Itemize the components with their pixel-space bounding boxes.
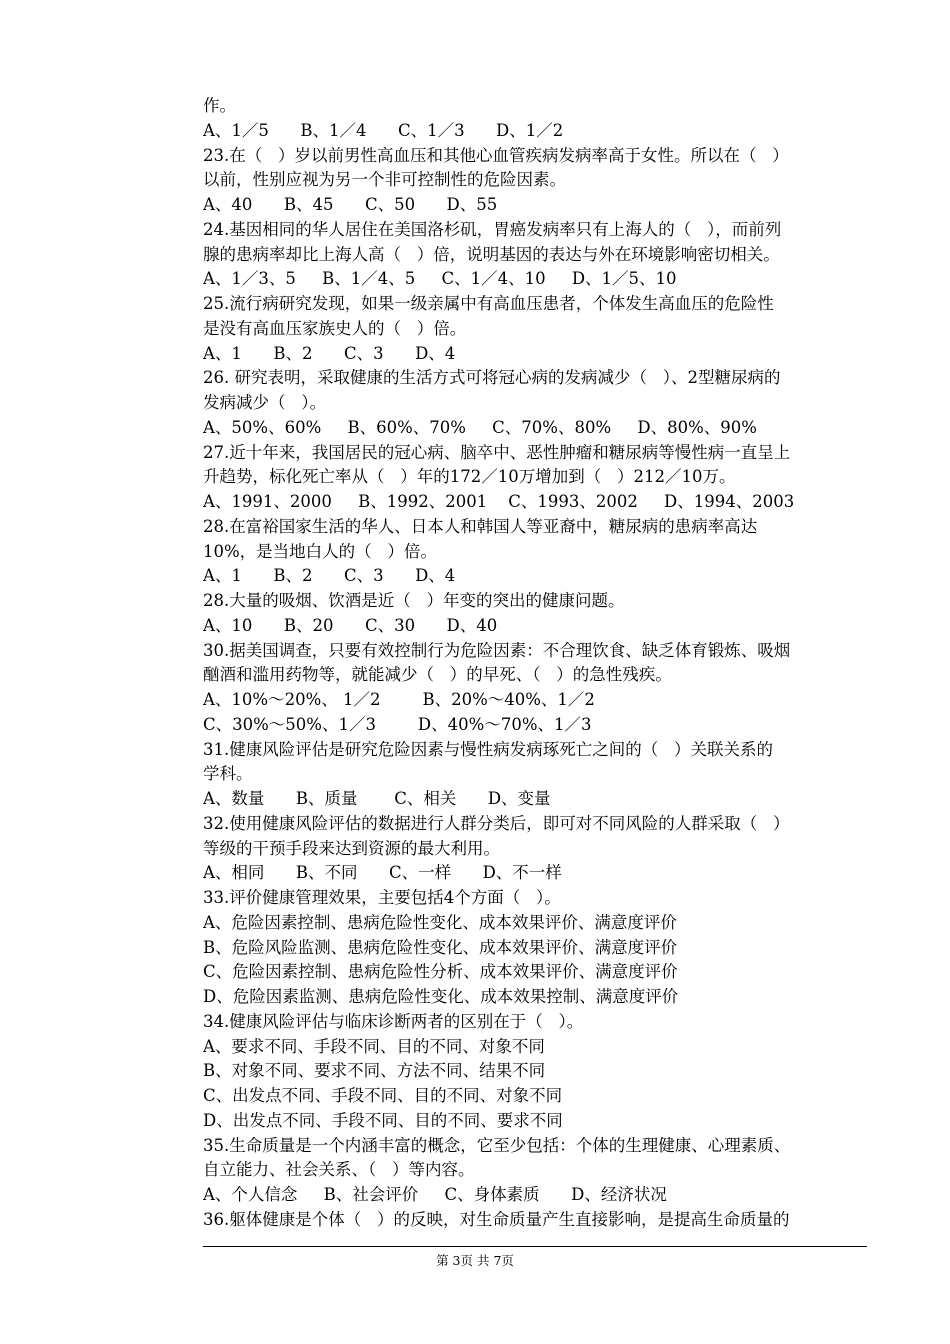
text-line: A、50%、60% B、60%、70% C、70%、80% D、80%、90% — [203, 417, 757, 437]
question-text-body — [203, 94, 873, 1233]
text-line: C、30%～50%、1／3 D、40%～70%、1／3 — [203, 714, 592, 734]
text-line: A、1991、2000 B、1992、2001 C、1993、2002 D、1994、2003 — [203, 492, 795, 511]
text-line: A、40 B、45 C、50 D、55 — [203, 195, 498, 214]
text-line: 34.健康风险评估与临床诊断两者的区别在于（ ）。 — [203, 1011, 584, 1031]
text-line: 腺的患病率却比上海人高（ ）倍，说明基因的表达与外在环境影响密切相关。 — [203, 244, 780, 264]
text-line: 学科。 — [203, 764, 253, 784]
text-line: D、危险因素监测、患病危险性变化、成本效果控制、满意度评价 — [203, 987, 679, 1006]
text-line: 酗酒和滥用药物等，就能减少（ ）的早死、（ ）的急性残疾。 — [203, 665, 672, 685]
text-line: A、1／3、5 B、1／4、5 C、1／4、10 D、1／5、10 — [203, 269, 677, 289]
text-line: A、10 B、20 C、30 D、40 — [203, 615, 498, 635]
text-line: 是没有高血压家族史人的（ ）倍。 — [203, 318, 467, 338]
text-line: 10%，是当地白人的（ ）倍。 — [203, 541, 437, 561]
text-line: A、1 B、2 C、3 D、4 — [203, 566, 456, 586]
text-line: 发病减少（ ）。 — [203, 393, 326, 412]
text-line: 28.大量的吸烟、饮酒是近（ ）年变的突出的健康问题。 — [203, 591, 625, 610]
text-line: B、危险风险监测、患病危险性变化、成本效果评价、满意度评价 — [203, 937, 678, 957]
text-line: 24.基因相同的华人居住在美国洛杉矶，胃癌发病率只有上海人的（ ），而前列 — [203, 219, 782, 239]
text-line: A、危险因素控制、患病危险性变化、成本效果评价、满意度评价 — [203, 912, 677, 932]
text-line: 31.健康风险评估是研究危险因素与慢性病发病琢死亡之间的（ ）关联关系的 — [203, 739, 773, 759]
text-line: A、10%～20%、 1／2 B、20%～40%、1／2 — [203, 690, 595, 709]
text-line: C、出发点不同、手段不同、目的不同、对象不同 — [203, 1086, 563, 1105]
text-line: 32.使用健康风险评估的数据进行人群分类后，即可对不同风险的人群采取（ ） — [203, 813, 790, 833]
text-line: D、出发点不同、手段不同、目的不同、要求不同 — [203, 1110, 563, 1130]
text-line: 25.流行病研究发现，如果一级亲属中有高血压患者，个体发生高血压的危险性 — [203, 294, 774, 313]
text-line: 23.在（ ）岁以前男性高血压和其他心血管疾病发病率高于女性。所以在（ ） — [203, 145, 789, 165]
text-line: A、相同 B、不同 C、一样 D、不一样 — [203, 863, 562, 883]
footer-divider — [203, 1246, 867, 1247]
text-line: 以前，性别应视为另一个非可控制性的危险因素。 — [203, 170, 566, 190]
text-line: A、要求不同、手段不同、目的不同、对象不同 — [203, 1036, 545, 1056]
text-line: 等级的干预手段来达到资源的最大利用。 — [203, 838, 500, 858]
text-line: 自立能力、社会关系、（ ）等内容。 — [203, 1160, 475, 1180]
text-line: 33.评价健康管理效果，主要包括4个方面（ ）。 — [203, 888, 561, 907]
text-line: 28.在富裕国家生活的华人、日本人和韩国人等亚裔中，糖尿病的患病率高达 — [203, 516, 758, 536]
text-line: 35.生命质量是一个内涵丰富的概念，它至少包括：个体的生理健康、心理素质、 — [203, 1135, 791, 1155]
text-line: B、对象不同、要求不同、方法不同、结果不同 — [203, 1061, 546, 1081]
text-line: A、个人信念 B、社会评价 C、身体素质 D、经济状况 — [203, 1185, 667, 1204]
text-line: C、危险因素控制、患病危险性分析、成本效果评价、满意度评价 — [203, 962, 678, 982]
text-line: 36.躯体健康是个体（ ）的反映，对生命质量产生直接影响，是提高生命质量的 — [203, 1209, 790, 1229]
page-footer: 第 3页 共 7页 — [436, 1253, 514, 1268]
text-line: A、1 B、2 C、3 D、4 — [203, 343, 456, 363]
text-line: A、数量 B、质量 C、相关 D、变量 — [203, 789, 551, 808]
text-line: 26. 研究表明，采取健康的生活方式可将冠心病的发病减少（ ）、2型糖尿病的 — [203, 368, 781, 388]
text-line: A、1／5 B、1／4 C、1／3 D、1／2 — [203, 120, 564, 140]
text-line: 30.据美国调查，只要有效控制行为危险因素：不合理饮食、缺乏体育锻炼、吸烟 — [203, 640, 791, 660]
text-line: 作。 — [203, 96, 236, 115]
text-line: 27.近十年来，我国居民的冠心病、脑卒中、恶性肿瘤和糖尿病等慢性病一直呈上 — [203, 442, 791, 462]
text-line: 升趋势，标化死亡率从（ ）年的172／10万增加到（ ）212／10万。 — [203, 467, 736, 487]
